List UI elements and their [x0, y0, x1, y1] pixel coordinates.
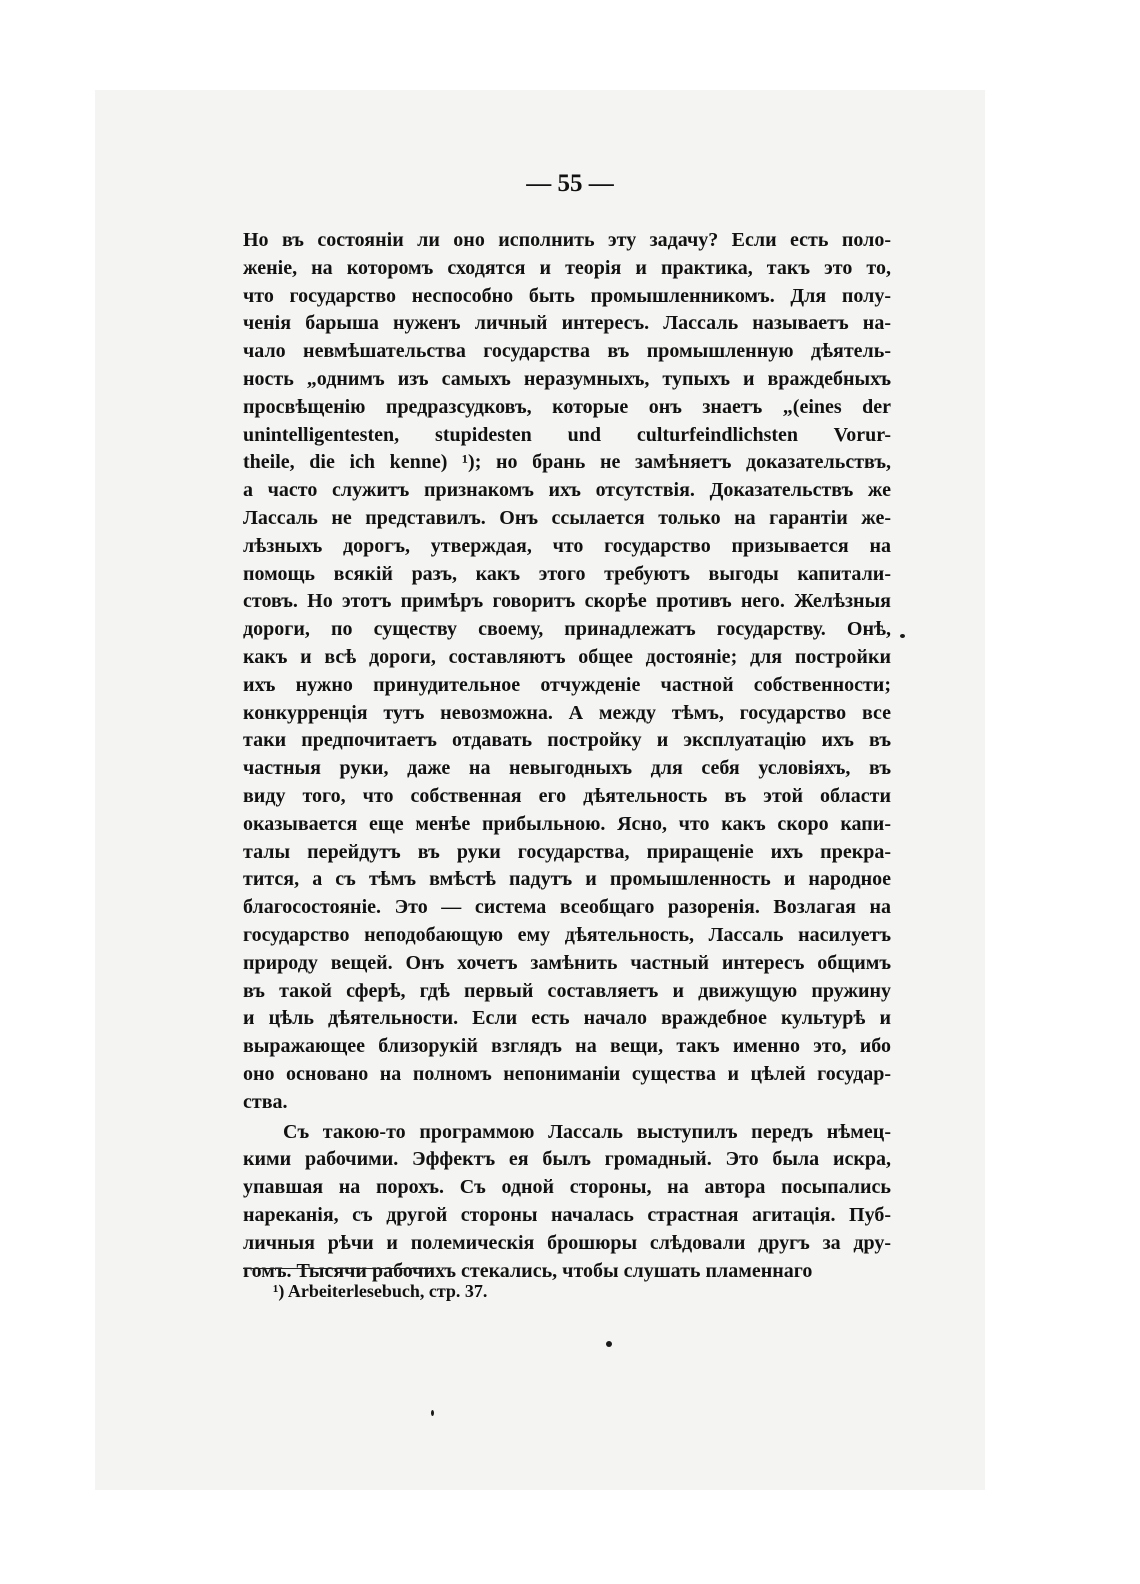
text-line: тится, а съ тѣмъ вмѣстѣ падутъ и промышленность и народное — [243, 868, 891, 891]
text-line: ства. — [243, 1090, 288, 1113]
text-line: помощь всякій разъ, какъ этого требуютъ выгоды капитали- — [243, 562, 891, 585]
text-line: стовъ. Но этотъ примѣръ говоритъ скорѣе противъ него. Желѣзныя — [243, 590, 891, 613]
text-line: чало невмѣшательства государства въ промышленную дѣятель- — [243, 340, 891, 363]
text-line: ихъ нужно принудительное отчужденіе частной собственности; — [243, 673, 891, 696]
text-line: просвѣщенію предразсудковъ, которые онъ знаетъ „(eines der — [243, 395, 891, 418]
text-line: благосостояніе. Это — система всеобщаго разоренія. Возлагая на — [243, 896, 891, 919]
text-line: виду того, что собственная его дѣятельность въ этой области — [243, 785, 891, 807]
text-line: женіе, на которомъ сходятся и теорія и практика, такъ это то, — [243, 256, 891, 279]
text-line: Но въ состояніи ли оно исполнить эту задачу? Если есть поло- — [243, 229, 891, 251]
text-line: гомъ. Тысячи рабочихъ стекались, чтобы слушать пламеннаго — [243, 1259, 813, 1282]
text-line: и цѣль дѣятельности. Если есть начало враждебное культурѣ и — [243, 1007, 891, 1030]
page-number: — 55 — — [526, 170, 614, 197]
text-line: конкурренція тутъ невозможна. А между тѣмъ, государство все — [243, 701, 891, 724]
text-line: таки предпочитаетъ отдавать постройку и эксплуатацію ихъ въ — [243, 729, 891, 752]
text-line: оно основано на полномъ непониманіи существа и цѣлей государ- — [243, 1063, 891, 1085]
footnote: ¹) Arbeiterlesebuch, стр. 37. — [273, 1281, 488, 1301]
text-line: государство неподобающую ему дѣятельность, Лассаль насилуетъ — [243, 924, 891, 946]
text-line: нареканія, съ другой стороны началась страстная агитація. Пуб- — [243, 1204, 891, 1226]
text-line: Лассаль не представилъ. Онъ ссылается только на гарантіи же- — [243, 507, 891, 529]
text-line: какъ и всѣ дороги, составляютъ общее достояніе; для постройки — [243, 646, 891, 668]
text-line: личныя рѣчи и полемическія брошюры слѣдовали другъ за дру- — [243, 1231, 891, 1254]
text-line: природу вещей. Онъ хочетъ замѣнить частный интересъ общимъ — [243, 951, 891, 974]
ink-speck — [431, 1410, 434, 1416]
text-line: кими рабочими. Эффектъ ея былъ громадный. Это была искра, — [243, 1148, 891, 1171]
text-line: лѣзныхъ дорогъ, утверждая, что государство призывается на — [243, 534, 891, 557]
text-line: ченія барыша нуженъ личный интересъ. Лассаль называетъ на- — [243, 312, 891, 335]
footnote-rule — [243, 1268, 431, 1269]
text-line: ность „однимъ изъ самыхъ неразумныхъ, тупыхъ и враждебныхъ — [243, 368, 891, 390]
text-line: частныя руки, даже на невыгодныхъ для себя условіяхъ, въ — [243, 757, 891, 780]
ink-speck — [606, 1341, 612, 1347]
text-line: unintelligentesten, stupidesten und culturfeindlichsten Vorur- — [243, 423, 891, 446]
text-line: въ такой сферѣ, гдѣ первый составляетъ и движущую пружину — [243, 979, 891, 1002]
text-line: дороги, по существу своему, принадлежатъ государству. Онѣ, — [243, 618, 891, 641]
text-line: выражающее близорукій взглядъ на вещи, такъ именно это, ибо — [243, 1035, 891, 1058]
text-line: оказывается еще менѣе прибыльною. Ясно, что какъ скоро капи- — [243, 812, 891, 835]
text-line: талы перейдутъ въ руки государства, приращеніе ихъ прекра- — [243, 840, 891, 863]
text-line: упавшая на порохъ. Съ одной стороны, на автора посыпались — [243, 1176, 891, 1199]
text-line: что государство неспособно быть промышленникомъ. Для полу- — [243, 284, 891, 307]
text-line: а часто служитъ признакомъ ихъ отсутствія. Доказательствъ же — [243, 479, 891, 502]
ink-speck — [900, 634, 905, 638]
text-line: theile, die ich kenne) ¹); но брань не замѣняетъ доказательствъ, — [243, 451, 891, 474]
paragraph-start-line: Съ такою-то программою Лассаль выступилъ передъ нѣмец- — [283, 1120, 891, 1143]
